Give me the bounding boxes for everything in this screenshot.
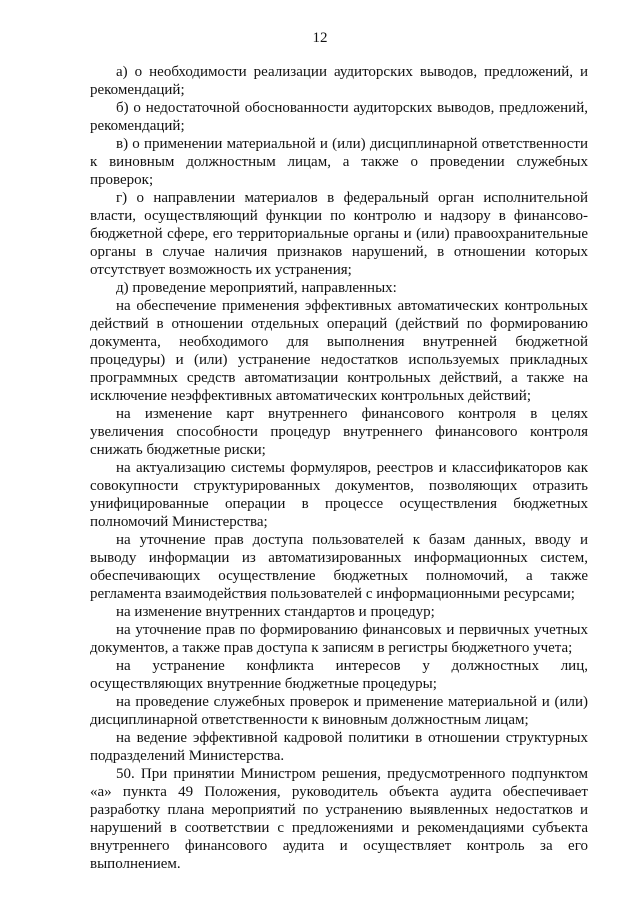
list-item: на изменение карт внутреннего финансового контроля в целях увеличения способности процедур внутреннего финансового контроля снижать бюджетные риски; [90, 406, 588, 458]
list-item: на изменение внутренних стандартов и процедур; [116, 604, 435, 620]
paragraph-v: в) о применении материальной и (или) дисциплинарной ответственности к виновным должностным лицам, а также о проведении служебных проверок; [90, 136, 588, 188]
document-body [90, 63, 588, 873]
paragraph-a: а) о необходимости реализации аудиторских выводов, предложений, и рекомендаций; [90, 64, 588, 98]
paragraph-g: г) о направлении материалов в федеральный орган исполнительной власти, осуществляющий функции по контролю и надзору в финансово-бюджетной сфере, его территориальные органы и (или) правоохранительные органы в случае наличия признаков нарушений, в отношении которых отсутствует возможность их устранения; [90, 190, 588, 278]
list-item: на уточнение прав по формированию финансовых и первичных учетных документов, а также прав доступа к записям в регистры бюджетного учета; [90, 622, 588, 656]
list-item: на актуализацию системы формуляров, реестров и классификаторов как совокупности структурированных документов, позволяющих отразить унифицированные операции в процессе осуществления бюджетных полномочий Министерства; [90, 460, 588, 530]
paragraph-d: д) проведение мероприятий, направленных: [116, 280, 397, 296]
list-item: на устранение конфликта интересов у должностных лиц, осуществляющих внутренние бюджетные процедуры; [90, 658, 588, 692]
paragraph-50: 50. При принятии Министром решения, предусмотренного подпунктом «а» пункта 49 Положения, руководитель объекта аудита обеспечивает разработку плана мероприятий по устранению выявленных недостатков и нарушений в соответствии с предложениями и рекомендациями субъекта внутреннего финансового аудита и осуществляет контроль за его выполнением. [90, 766, 588, 872]
list-item: на ведение эффективной кадровой политики в отношении структурных подразделений Министерства. [90, 730, 588, 764]
page-number: 12 [312, 30, 328, 46]
list-item: на проведение служебных проверок и применение материальной и (или) дисциплинарной ответственности к виновным должностным лицам; [90, 694, 588, 728]
paragraph-b: б) о недостаточной обоснованности аудиторских выводов, предложений, рекомендаций; [90, 100, 588, 134]
list-item: на уточнение прав доступа пользователей к базам данных, вводу и выводу информации из автоматизированных информационных систем, обеспечивающих осуществление бюджетных полномочий, а также регламента взаимодействия пользователей с информационными ресурсами; [90, 532, 588, 602]
list-item: на обеспечение применения эффективных автоматических контрольных действий в отношении отдельных операций (действий по формированию документа, необходимого для выполнения внутренней бюджетной процедуры) и (или) устранение недостатков используемых прикладных программных средств автоматизации контрольных действий, а также на исключение неэффективных автоматических контрольных действий; [90, 298, 588, 404]
